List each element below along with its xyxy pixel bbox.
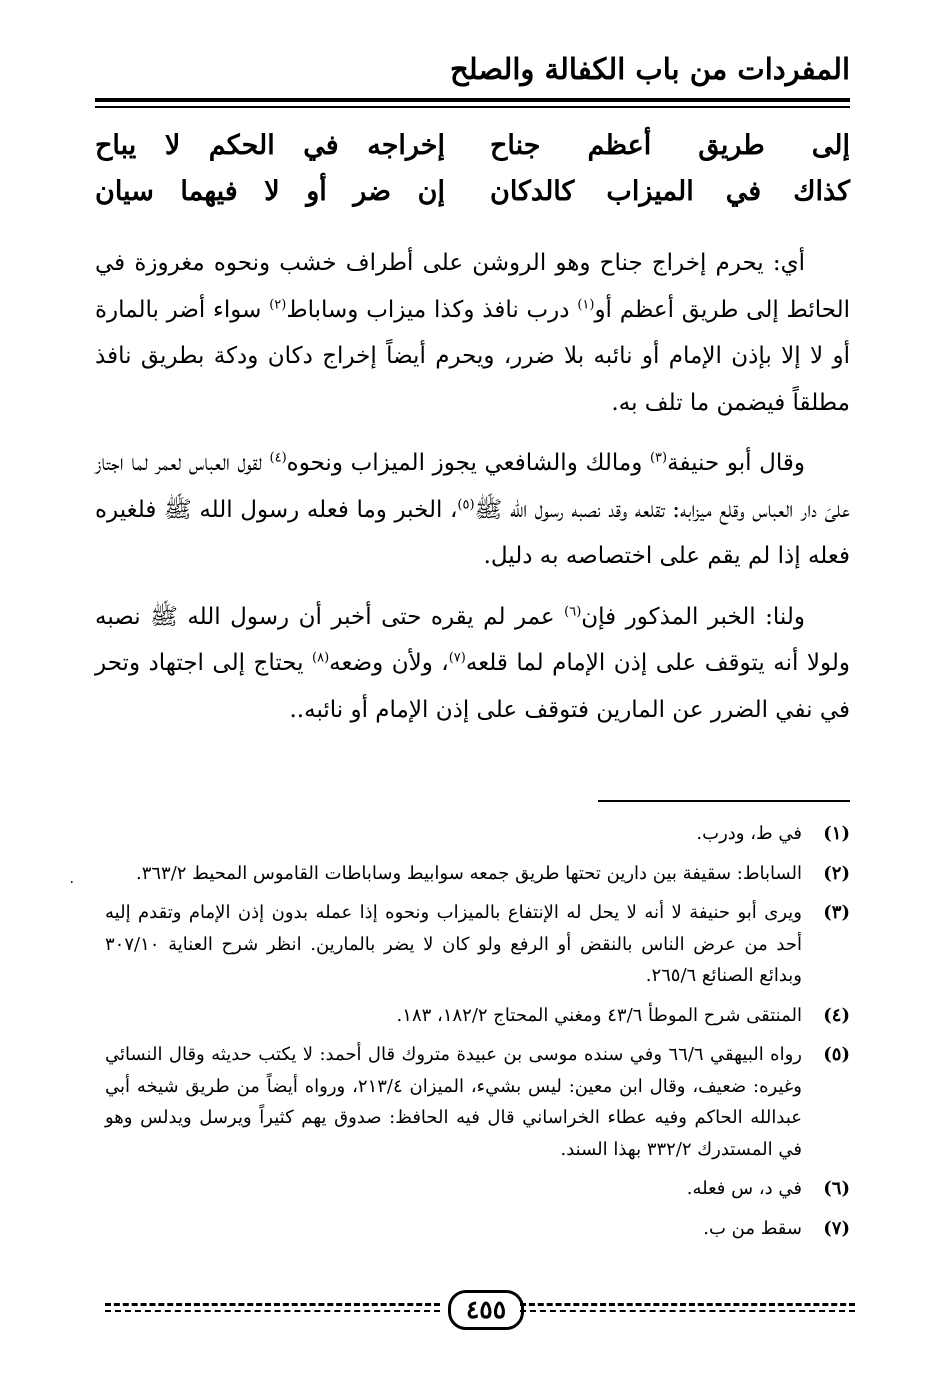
text-run: وقال أبو حنيفة	[667, 450, 805, 476]
header-title: المفردات من باب الكفالة والصلح	[450, 52, 850, 86]
footnote-number: (٦)	[823, 1178, 850, 1199]
footnote-number: (٤)	[823, 1004, 850, 1026]
footnote-ref: (٤)	[269, 450, 287, 466]
poem-block	[95, 130, 850, 222]
poem-verse	[95, 176, 850, 220]
poem-verse	[95, 130, 850, 174]
footnote-number: (٣)	[823, 902, 850, 923]
footnotes	[105, 818, 850, 1252]
footer-ornament-right	[520, 1303, 855, 1306]
footnote-text: في ط، ودرب.	[696, 823, 802, 844]
footnote-text: في د، س فعله.	[686, 1178, 802, 1199]
text-run: ومالك والشافعي يجوز الميزاب ونحوه	[286, 450, 650, 476]
footnote-ref: (٨)	[312, 650, 330, 666]
footnote-number: (١)	[823, 823, 850, 844]
footnote-ref: (٦)	[564, 603, 582, 619]
margin-mark: ٠	[68, 874, 76, 890]
main-text	[95, 240, 850, 733]
footnote-ref: (٢)	[269, 296, 287, 312]
footnote-text: الساباط: سقيفة بين دارين تحتها طريق جمعه سوابيط وساباطات القاموس المحيط ٣٦٣/٢.	[135, 862, 802, 884]
paragraph	[95, 594, 850, 734]
verse-second-hemistich: إن ضر أو لا فيهما سيان	[95, 176, 445, 207]
footnote-number: (٧)	[823, 1217, 850, 1239]
text-run: ، ولأن وضعه	[329, 650, 449, 676]
paragraph	[95, 440, 850, 580]
footnote	[105, 1213, 850, 1245]
text-run: عمر لم يقره حتى أخبر أن رسول الله ﷺ نصبه ولولا أنه يتوقف على إذن الإمام لما قلعه	[95, 603, 850, 676]
footer-ornament-left	[105, 1303, 440, 1306]
text-run: أي: يحرم إخراج جناح وهو الروشن على أطراف خشب ونحوه مغروزة في الحائط إلى طريق أعظم أو	[95, 250, 850, 323]
text-run: ولنا: الخبر المذكور فإن	[581, 603, 805, 630]
footnote-ref: (٧)	[448, 650, 466, 666]
footnote	[105, 1039, 850, 1165]
footnote-text: المنتقى شرح الموطأ ٤٣/٦ ومغني المحتاج ١٨٢/٢، ١٨٣.	[396, 1004, 802, 1026]
footer-ornament-left-inner	[105, 1310, 440, 1312]
text-run: درب نافذ وكذا ميزاب وساباط	[286, 296, 578, 323]
footnote-ref: (٥)	[457, 496, 475, 512]
verse-first-hemistich: كذاك في الميزاب كالدكان	[490, 176, 850, 207]
header-rule-thick	[95, 98, 850, 102]
verse-first-hemistich: إلى طريق أعظم جناح	[490, 130, 850, 161]
paragraph	[95, 240, 850, 426]
footnote-number: (٢)	[823, 862, 850, 884]
page-footer	[105, 1290, 855, 1330]
footnote-separator	[598, 800, 850, 802]
footnote	[105, 1000, 850, 1032]
verse-second-hemistich: إخراجه في الحكم لا يباح	[95, 130, 445, 161]
footnote	[105, 1173, 850, 1205]
text-run: لقول العباس لعمر لما اجتاز علىَ دار العباس وقلع ميزابه: تقلعه وقد نصبه رسول الله ﷺ	[95, 450, 850, 523]
running-header	[95, 48, 850, 88]
text-run: سواء أضر بالمارة أو لا إلا بإذن الإمام أو نائبه بلا ضرر، ويحرم أيضاً إخراج دكان ودكة بطريق نافذ مطلقاً فيضمن ما تلف به.	[95, 296, 850, 416]
text-run: يحتاج إلى اجتهاد وتحر في نفي الضرر عن المارين فتوقف على إذن الإمام أو نائبه..	[95, 650, 850, 723]
footnote-ref: (١)	[577, 296, 595, 312]
footnote-ref: (٣)	[649, 450, 668, 466]
footnote	[105, 897, 850, 992]
footnote-text: سقط من ب.	[703, 1217, 802, 1239]
footnote-text: ويرى أبو حنيفة لا أنه لا يحل له الإنتفاع بالميزاب ونحوه إذا عمله بدون إذن الإمام وتقدم إليه أحد من عرض الناس بالنقض أو الرفع ولو كان لا يضر بالمارين. انظر شرح العناية ٣٠٧/١٠ وبدائع الصنائع ٢٦٥/٦.	[105, 902, 802, 986]
footnote	[105, 858, 850, 890]
footnote-text: رواه البيهقي ٦٦/٦ وفي سنده موسى بن عبيدة متروك قال أحمد: لا يكتب حديثه وقال النسائي وغيره: ضعيف، وقال ابن معين: ليس بشيء، الميزان ٢١٣/٤، ورواه أيضاً من طريق شيخه أبي عبدالله الحاكم وفيه عطاء الخراساني قال فيه الحافظ: صدوق يهم كثيراً ويرسل ويدلس وهو في المستدرك ٣٣٢/٢ بهذا السند.	[105, 1044, 802, 1160]
footnote	[105, 818, 850, 850]
page-number: ٤٥٥	[448, 1290, 524, 1330]
header-rule-thin	[95, 106, 850, 108]
footnote-number: (٥)	[823, 1044, 850, 1065]
footer-ornament-right-inner	[520, 1310, 855, 1312]
text-run: ، الخبر وما فعله رسول الله ﷺ فلغيره فعله إذا لم يقم على اختصاصه به دليل.	[95, 496, 850, 569]
